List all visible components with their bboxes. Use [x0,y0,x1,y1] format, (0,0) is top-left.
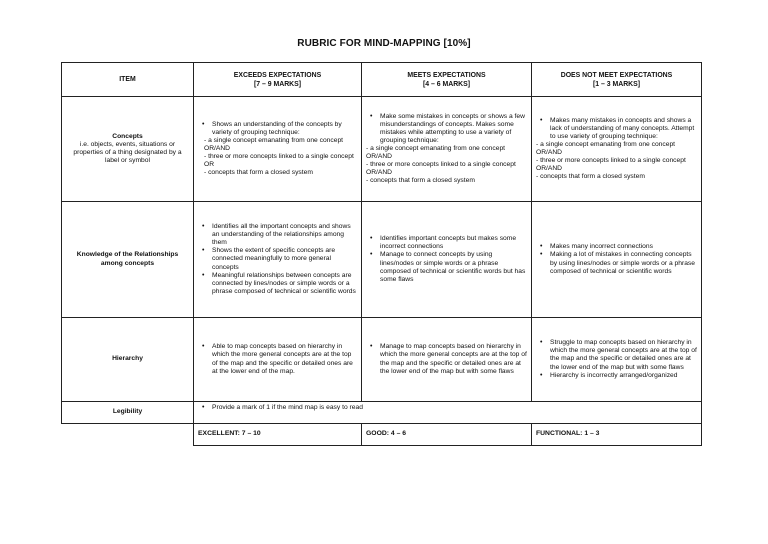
rubric-table [61,62,702,446]
item-legibility-label: Legibility [112,408,143,416]
list-item: • Able to map concepts based on hierarchy in which the more general concepts are at the top of the map and the specific or detailed ones are at the lower end of the map. [206,343,357,375]
sub-item: - three or more concepts linked to a single concept OR/AND [536,157,686,173]
item-hierarchy [62,318,194,402]
header-not-meet-label: DOES NOT MEET EXPECTATIONS [560,71,673,79]
row-knowledge [62,202,702,318]
header-meets-label: MEETS EXPECTATIONS [407,71,486,79]
row-legibility [62,402,702,424]
header-item-label: ITEM [119,76,136,83]
list-item: • Identifies important concepts but makes some incorrect connections [374,235,527,251]
bullet-text: Shows an understanding of the concepts by variety of grouping technique: [212,120,342,136]
cell-knowledge-exceeds [194,202,362,318]
page-title: RUBRIC FOR MIND-MAPPING [10%] [297,38,471,49]
bullet-text: Make some mistakes in concepts or shows a few misunderstandings of concepts. Makes some mistakes while attempting to use a variety of grouping technique: [380,112,525,144]
item-concepts-label: Concepts [112,132,143,140]
sub-item: - concepts that form a closed system [536,173,645,181]
item-legibility [62,402,194,424]
sub-item: - a single concept emanating from one concept OR/AND [204,136,344,152]
bullet-text: Makes many mistakes in concepts and shows a lack of understanding of many concepts. Attempt to use variety of grouping technique: [550,116,695,140]
header-item [62,63,194,97]
list-item: • Hierarchy is incorrectly arranged/organized [544,372,697,380]
cell-knowledge-meets [362,202,532,318]
cell-hierarchy-exceeds [194,318,362,402]
list-item [374,113,527,145]
cell-hierarchy-not-meet [532,318,702,402]
list-item: • Making a lot of mistakes in connecting concepts by using lines/nodes or simple words or a phrase composed of technical or scientific words [544,251,697,275]
list-item: • Meaningful relationships between concepts are connected by lines/nodes or simple words or a phrase composed of technical or scientific words [206,272,357,296]
item-knowledge [62,202,194,318]
list-item: • Manage to connect concepts by using lines/nodes or simple words or a phrase composed of technical or scientific words but has some flaws [374,251,527,283]
list-item [206,121,357,137]
item-hierarchy-label: Hierarchy [112,355,143,363]
footer-empty [62,424,194,446]
list-item: • Provide a mark of 1 if the mind map is easy to read [206,404,697,412]
header-meets [362,63,532,97]
item-concepts [62,97,194,202]
list-item: • Shows the extent of specific concepts are connected meaningfully to more general concepts [206,247,357,271]
cell-knowledge-not-meet [532,202,702,318]
header-not-meet-marks: [1 – 3 MARKS] [592,80,641,88]
list-item: • Makes many incorrect connections [544,243,697,251]
cell-concepts-meets [362,97,532,202]
cell-legibility [194,402,702,424]
header-not-meet [532,63,702,97]
row-footer [62,424,702,446]
list-item: • Struggle to map concepts based on hierarchy in which the more general concepts are at the top of the map and the specific or detailed ones are at the lower end of the map but with some flaws [544,339,697,371]
sub-item: - a single concept emanating from one concept OR/AND [536,140,676,156]
list-item [544,117,697,141]
item-concepts-desc: i.e. objects, events, situations or properties of a thing designated by a label or symbol [73,140,182,165]
header-exceeds-label: EXCEEDS EXPECTATIONS [233,71,322,79]
item-knowledge-label: Knowledge of the Relationships among concepts [76,251,179,267]
sub-item: - concepts that form a closed system [204,169,313,177]
header-exceeds-marks: [7 – 9 MARKS] [253,80,302,88]
header-exceeds [194,63,362,97]
header-row [62,63,702,97]
list-item: • Identifies all the important concepts and shows an understanding of the relationships among them [206,223,357,247]
cell-concepts-not-meet [532,97,702,202]
sub-item: - three or more concepts linked to a single concept OR [204,153,354,169]
sub-item: - three or more concepts linked to a single concept OR/AND [366,161,516,177]
sub-item: - a single concept emanating from one concept OR/AND [366,144,506,161]
cell-concepts-exceeds [194,97,362,202]
row-hierarchy [62,318,702,402]
cell-hierarchy-meets [362,318,532,402]
footer-functional: FUNCTIONAL: 1 – 3 [532,424,702,446]
footer-excellent: EXCELLENT: 7 – 10 [194,424,362,446]
list-item: • Manage to map concepts based on hierarchy in which the more general concepts are at the top of the map and the specific or detailed ones are at the lower end of the map but with some flaws [374,343,527,375]
footer-good: GOOD: 4 – 6 [362,424,532,446]
header-meets-marks: [4 – 6 MARKS] [422,80,471,88]
sub-item: - concepts that form a closed system [366,177,475,185]
row-concepts [62,97,702,202]
